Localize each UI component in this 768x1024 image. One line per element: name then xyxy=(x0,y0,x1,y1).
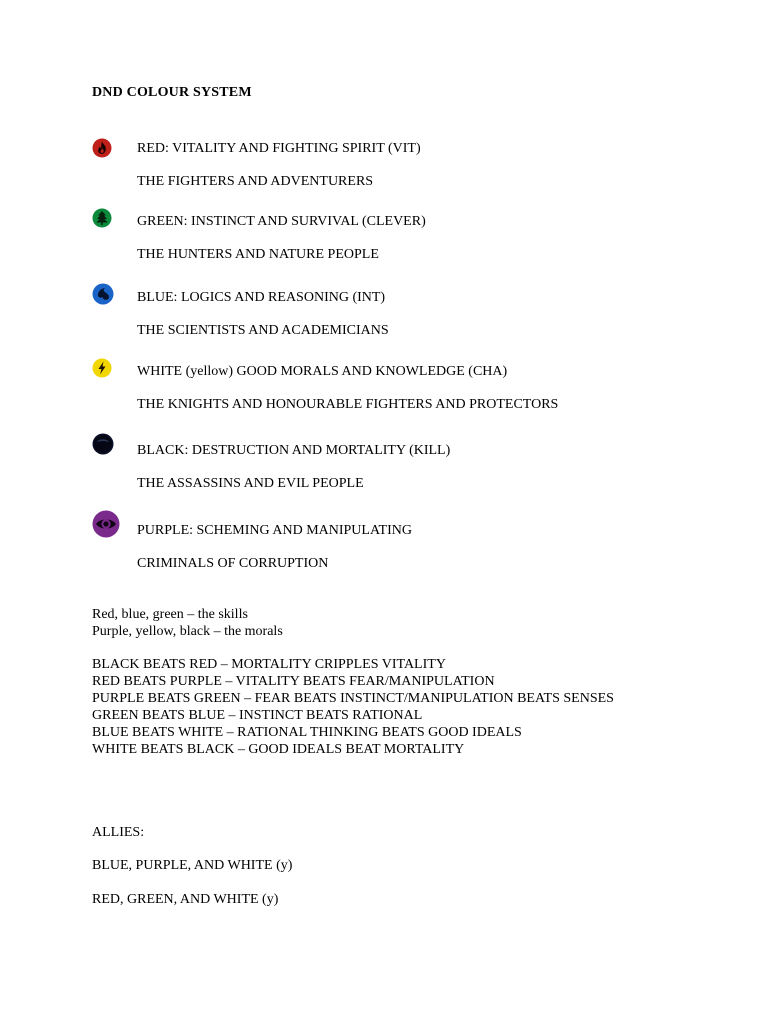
colour-heading: RED: VITALITY AND FIGHTING SPIRIT (VIT) xyxy=(137,141,421,156)
tree-icon xyxy=(92,208,112,228)
colour-entry-green xyxy=(0,208,768,268)
colour-heading: BLUE: LOGICS AND REASONING (INT) xyxy=(137,290,386,305)
beats-line: WHITE BEATS BLACK – GOOD IDEALS BEAT MORTALITY xyxy=(92,742,465,757)
colour-description: THE FIGHTERS AND ADVENTURERS xyxy=(137,174,374,189)
allies-line: RED, GREEN, AND WHITE (y) xyxy=(92,892,279,907)
beats-line: BLUE BEATS WHITE – RATIONAL THINKING BEATS GOOD IDEALS xyxy=(92,725,522,740)
colour-heading: WHITE (yellow) GOOD MORALS AND KNOWLEDGE (CHA) xyxy=(137,364,508,379)
colour-heading: PURPLE: SCHEMING AND MANIPULATING xyxy=(137,523,412,538)
colour-heading: GREEN: INSTINCT AND SURVIVAL (CLEVER) xyxy=(137,214,426,229)
colour-entry-blue xyxy=(0,283,768,343)
document-title: DND COLOUR SYSTEM xyxy=(92,85,252,100)
beats-line: BLACK BEATS RED – MORTALITY CRIPPLES VITALITY xyxy=(92,657,446,672)
colour-entry-purple xyxy=(0,510,768,570)
beats-line: RED BEATS PURPLE – VITALITY BEATS FEAR/MANIPULATION xyxy=(92,674,495,689)
eye-icon xyxy=(92,510,120,538)
colour-entry-red xyxy=(0,138,768,198)
group-line-morals: Purple, yellow, black – the morals xyxy=(92,624,283,639)
colour-description: THE HUNTERS AND NATURE PEOPLE xyxy=(137,247,379,262)
allies-line: BLUE, PURPLE, AND WHITE (y) xyxy=(92,858,293,873)
beats-line: PURPLE BEATS GREEN – FEAR BEATS INSTINCT/MANIPULATION BEATS SENSES xyxy=(92,691,614,706)
colour-description: CRIMINALS OF CORRUPTION xyxy=(137,556,329,571)
beats-line: GREEN BEATS BLUE – INSTINCT BEATS RATIONAL xyxy=(92,708,423,723)
fire-icon xyxy=(92,138,112,158)
colour-description: THE ASSASSINS AND EVIL PEOPLE xyxy=(137,476,364,491)
colour-description: THE KNIGHTS AND HONOURABLE FIGHTERS AND PROTECTORS xyxy=(137,397,559,412)
water-drop-icon xyxy=(92,283,112,303)
skull-icon xyxy=(92,433,112,453)
group-line-skills: Red, blue, green – the skills xyxy=(92,607,248,622)
allies-heading: ALLIES: xyxy=(92,825,145,840)
colour-entry-black xyxy=(0,433,768,493)
lightning-icon xyxy=(92,358,112,378)
colour-description: THE SCIENTISTS AND ACADEMICIANS xyxy=(137,323,389,338)
colour-entry-white xyxy=(0,358,768,418)
colour-heading: BLACK: DESTRUCTION AND MORTALITY (KILL) xyxy=(137,443,451,458)
